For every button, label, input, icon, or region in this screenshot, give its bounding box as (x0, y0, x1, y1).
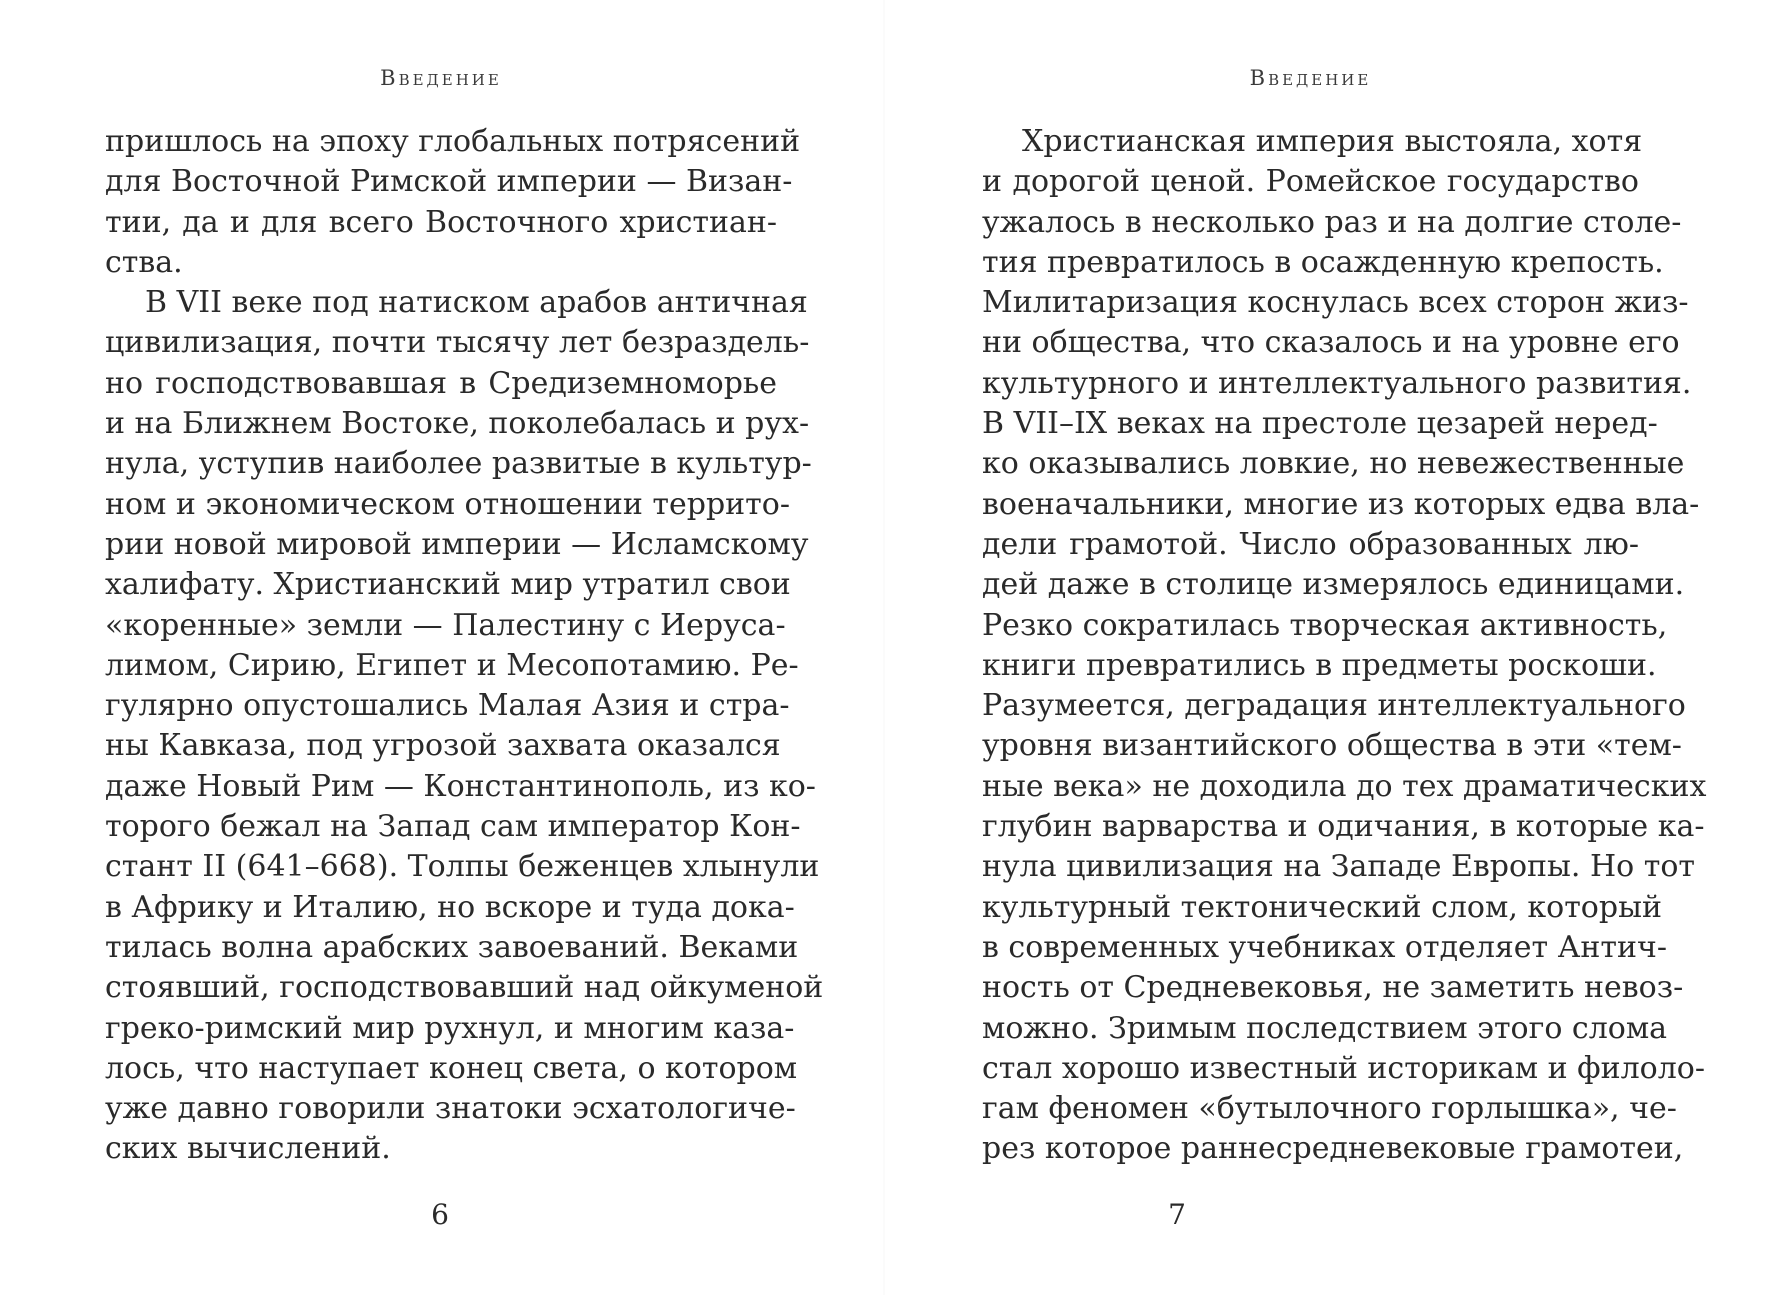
text-line: даже Новый Рим — Константинополь, из ко- (105, 768, 816, 804)
text-line: военачальники, многие из которых едва вла- (982, 486, 1700, 522)
text-line: халифату. Христианский мир утратил свои (105, 567, 791, 603)
text-line: «коренные» земли — Палестину с Иеруса- (105, 607, 786, 643)
running-head: Введение (380, 66, 502, 90)
text-line: пришлось на эпоху глобальных потрясений (105, 124, 801, 159)
text-line: торого бежал на Запад сам император Кон- (105, 809, 801, 845)
text-line: дей даже в столице измерялось единицами. (982, 567, 1685, 603)
text-line: ни общества, что сказалось и на уровне его (982, 325, 1680, 361)
text-line: Милитаризация коснулась всех сторон жиз- (982, 285, 1689, 321)
text-line: культурного и интеллектуального развития. (982, 365, 1692, 401)
text-line: ном и экономическом отношении террито- (105, 486, 790, 522)
text-line: нула, уступив наиболее развитые в культур- (105, 446, 812, 482)
text-line: уже давно говорили знатоки эсхатологиче- (105, 1091, 796, 1127)
running-head: Введение (1249, 66, 1372, 90)
text-line: греко-римский мир рухнул, и многим каза- (105, 1010, 795, 1046)
text-line: нула цивилизация на Западе Европы. Но тот (982, 849, 1695, 885)
text-line: В VII–IX веках на престоле цезарей неред- (982, 406, 1658, 442)
text-line: и на Ближнем Востоке, поколебалась и рух- (105, 406, 810, 442)
page-number: 6 (431, 1198, 449, 1231)
text-line: дели грамотой. Число образованных лю- (982, 526, 1639, 562)
text-line: гулярно опустошались Малая Азия и стра- (105, 688, 790, 724)
right-page (884, 0, 1768, 1295)
text-line: лось, что наступает конец света, о котором (105, 1050, 798, 1086)
text-line: глубин варварства и одичания, в которые ка- (982, 809, 1705, 845)
text-line: лимом, Сирию, Египет и Месопотамию. Ре- (105, 647, 799, 683)
text-line: В VII веке под натиском арабов античная (145, 285, 808, 321)
text-line: культурный тектонический слом, который (982, 889, 1662, 925)
text-line: Резко сократилась творческая активность, (982, 607, 1668, 643)
text-line: рии новой мировой империи — Исламскому (105, 526, 809, 562)
text-line: стоявший, господствовавший над ойкуменой (105, 970, 824, 1006)
text-line: Разумеется, деградация интеллектуального (982, 688, 1686, 724)
page-number: 7 (1168, 1198, 1186, 1231)
text-line: ные века» не доходила до тех драматических (982, 768, 1707, 804)
text-line: ужалось в несколько раз и на долгие столе- (982, 204, 1682, 240)
text-line: стал хорошо известный историкам и филоло- (982, 1050, 1705, 1086)
text-line: ность от Средневековья, не заметить невоз- (982, 970, 1684, 1006)
text-line: но господствовавшая в Средиземноморье (105, 365, 777, 401)
text-line: Христианская империя выстояла, хотя (1022, 124, 1643, 159)
body-text (105, 122, 824, 1170)
text-line: и дорогой ценой. Ромейское государство (982, 164, 1639, 200)
text-line: в современных учебниках отделяет Антич- (982, 929, 1667, 965)
text-line: рез которое раннесредневековые грамотеи, (982, 1131, 1684, 1167)
text-line: ских вычислений. (105, 1131, 391, 1167)
text-line: для Восточной Римской империи — Визан- (105, 164, 793, 200)
text-line: ны Кавказа, под угрозой захвата оказался (105, 728, 781, 764)
text-line: книги превратились в предметы роскоши. (982, 647, 1657, 683)
text-line: уровня византийского общества в эти «тем- (982, 728, 1682, 764)
text-line: ства. (105, 244, 183, 280)
body-text (982, 122, 1707, 1170)
text-line: стант II (641–668). Толпы беженцев хлынули (105, 849, 820, 885)
text-line: можно. Зримым последствием этого слома (982, 1010, 1668, 1046)
text-line: в Африку и Италию, но вскоре и туда дока- (105, 889, 795, 925)
text-line: ко оказывались ловкие, но невежественные (982, 446, 1685, 482)
text-line: цивилизация, почти тысячу лет безраздель- (105, 325, 810, 361)
text-line: тии, да и для всего Восточного христиан- (105, 204, 777, 240)
text-line: тилась волна арабских завоеваний. Веками (105, 929, 799, 965)
text-line: тия превратилось в осажденную крепость. (982, 244, 1664, 280)
text-line: гам феномен «бутылочного горлышка», че- (982, 1091, 1677, 1127)
